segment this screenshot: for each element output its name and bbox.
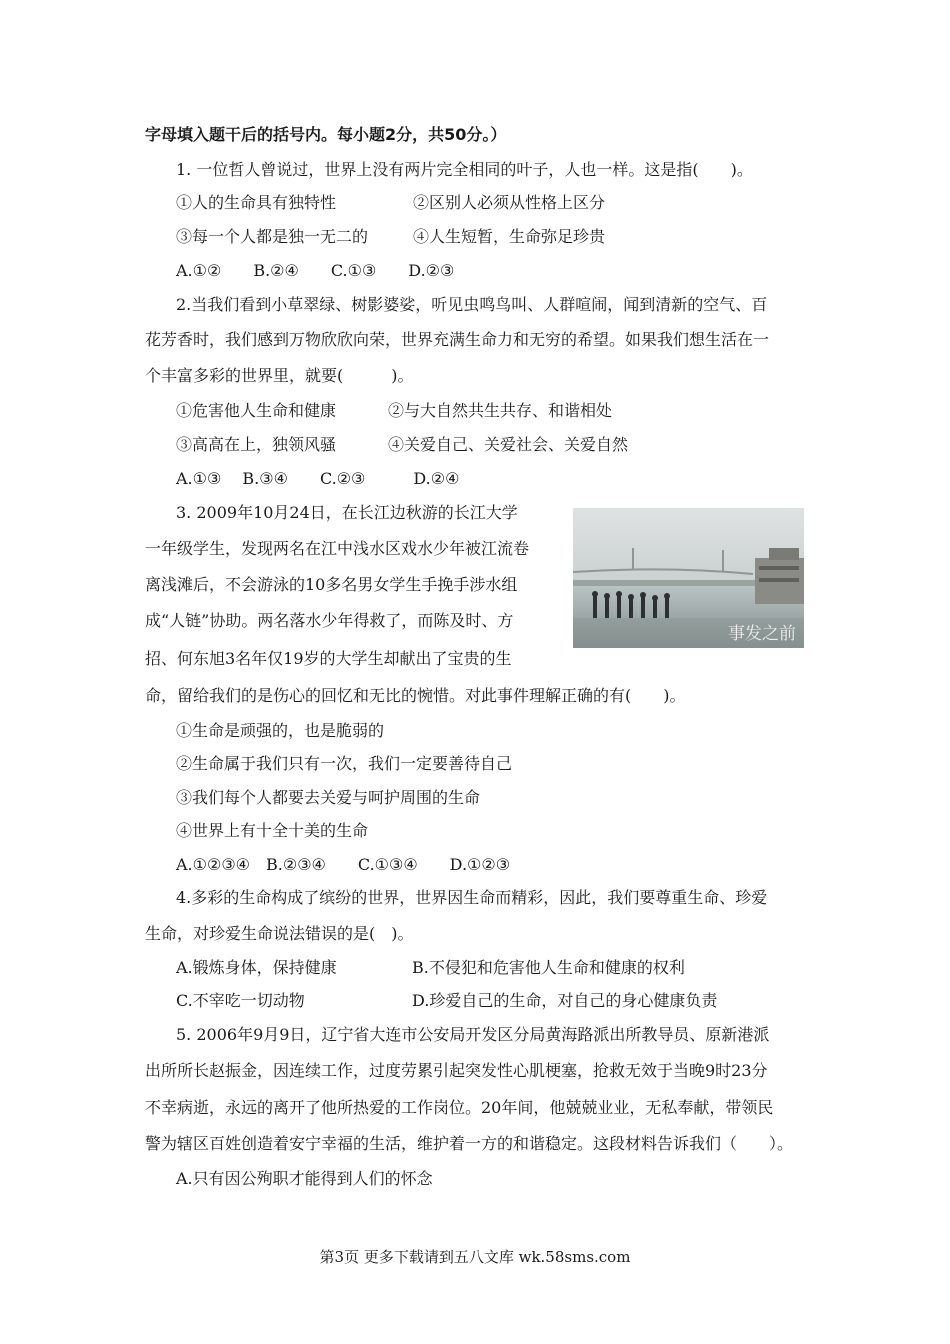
q3-stem-line4: 成“人链”协助。两名落水少年得救了，而陈及时、方 bbox=[145, 611, 514, 630]
q2-stem-line2: 花芳香时，我们感到万物欣欣向荣，世界充满生命力和无穷的希望。如果我们想生活在一 bbox=[145, 330, 770, 349]
q3-option-4: ④世界上有十全十美的生命 bbox=[176, 821, 369, 840]
q2-stem-line3: 个丰富多彩的世界里，就要( )。 bbox=[145, 366, 414, 385]
q3-stem-line6: 命，留给我们的是伤心的回忆和无比的惋惜。对此事件理解正确的有( )。 bbox=[145, 686, 686, 705]
q4-option-c: C.不宰吃一切动物 bbox=[176, 991, 305, 1010]
q3-stem-line5: 招、何东旭3名年仅19岁的大学生却献出了宝贵的生 bbox=[145, 649, 512, 668]
q2-option-4: ④关爱自己、关爱社会、关爱自然 bbox=[388, 435, 629, 454]
q5-stem-line4: 警为辖区百姓创造着安宁幸福的生活，维护着一方的和谐稳定。这段材料告诉我们（ ）。 bbox=[145, 1134, 794, 1153]
q4-stem-line1: 4.多彩的生命构成了缤纷的世界，世界因生命而精彩，因此，我们要尊重生命、珍爱 bbox=[176, 888, 768, 907]
q4-stem-line2: 生命，对珍爱生命说法错误的是( )。 bbox=[145, 924, 414, 943]
q3-option-1: ①生命是顽强的，也是脆弱的 bbox=[176, 721, 385, 740]
q1-option-4: ④人生短暂，生命弥足珍贵 bbox=[413, 227, 606, 246]
river-photo bbox=[573, 508, 804, 648]
q3-option-2: ②生命属于我们只有一次，我们一定要善待自己 bbox=[176, 754, 513, 773]
q5-option-a: A.只有因公殉职才能得到人们的怀念 bbox=[176, 1169, 433, 1188]
image-caption: 事发之前 bbox=[728, 624, 796, 644]
q1-stem: 1. 一位哲人曾说过，世界上没有两片完全相同的叶子，人也一样。这是指( )。 bbox=[176, 160, 753, 179]
q2-option-1: ①危害他人生命和健康 bbox=[176, 401, 337, 420]
q4-option-a: A.锻炼身体，保持健康 bbox=[176, 958, 337, 977]
q3-stem-line2: 一年级学生，发现两名在江中浅水区戏水少年被江流卷 bbox=[145, 539, 530, 558]
q3-stem-line3: 离浅滩后，不会游泳的10多名男女学生手挽手涉水组 bbox=[145, 575, 518, 594]
q5-stem-line3: 不幸病逝，永远的离开了他所热爱的工作岗位。20年间，他兢兢业业，无私奉献，带领民 bbox=[145, 1098, 774, 1117]
q4-option-d: D.珍爱自己的生命，对自己的身心健康负责 bbox=[412, 991, 718, 1010]
q2-choices: A.①③ B.③④ C.②③ D.②④ bbox=[176, 469, 460, 488]
q2-option-3: ③高高在上，独领风骚 bbox=[176, 435, 337, 454]
q3-stem-line1: 3. 2009年10月24日，在长江边秋游的长江大学 bbox=[176, 503, 518, 522]
q2-option-2: ②与大自然共生共存、和谐相处 bbox=[388, 401, 613, 420]
q5-stem-line2: 出所所长赵振金，因连续工作，过度劳累引起突发性心肌梗塞，抢救无效于当晚9时23分 bbox=[145, 1061, 768, 1080]
q1-option-2: ②区别人必须从性格上区分 bbox=[413, 193, 606, 212]
q1-option-3: ③每一个人都是独一无二的 bbox=[176, 227, 369, 246]
section-header: 字母填入题干后的括号内。每小题2分，共50分。） bbox=[145, 125, 507, 144]
q2-stem-line1: 2.当我们看到小草翠绿、树影婆娑，听见虫鸣鸟叫、人群喧闹，闻到清新的空气、百 bbox=[176, 295, 768, 314]
q3-option-3: ③我们每个人都要去关爱与呵护周围的生命 bbox=[176, 788, 481, 807]
q4-option-b: B.不侵犯和危害他人生命和健康的权利 bbox=[412, 958, 685, 977]
q1-option-1: ①人的生命具有独特性 bbox=[176, 193, 337, 212]
q3-choices: A.①②③④ B.②③④ C.①③④ D.①②③ bbox=[176, 855, 511, 874]
q5-stem-line1: 5. 2006年9月9日，辽宁省大连市公安局开发区分局黄海路派出所教导员、原新港派 bbox=[176, 1025, 770, 1044]
q1-choices: A.①② B.②④ C.①③ D.②③ bbox=[176, 261, 455, 280]
page-footer: 第3页 更多下载请到五八文库 wk.58sms.com bbox=[319, 1248, 631, 1266]
